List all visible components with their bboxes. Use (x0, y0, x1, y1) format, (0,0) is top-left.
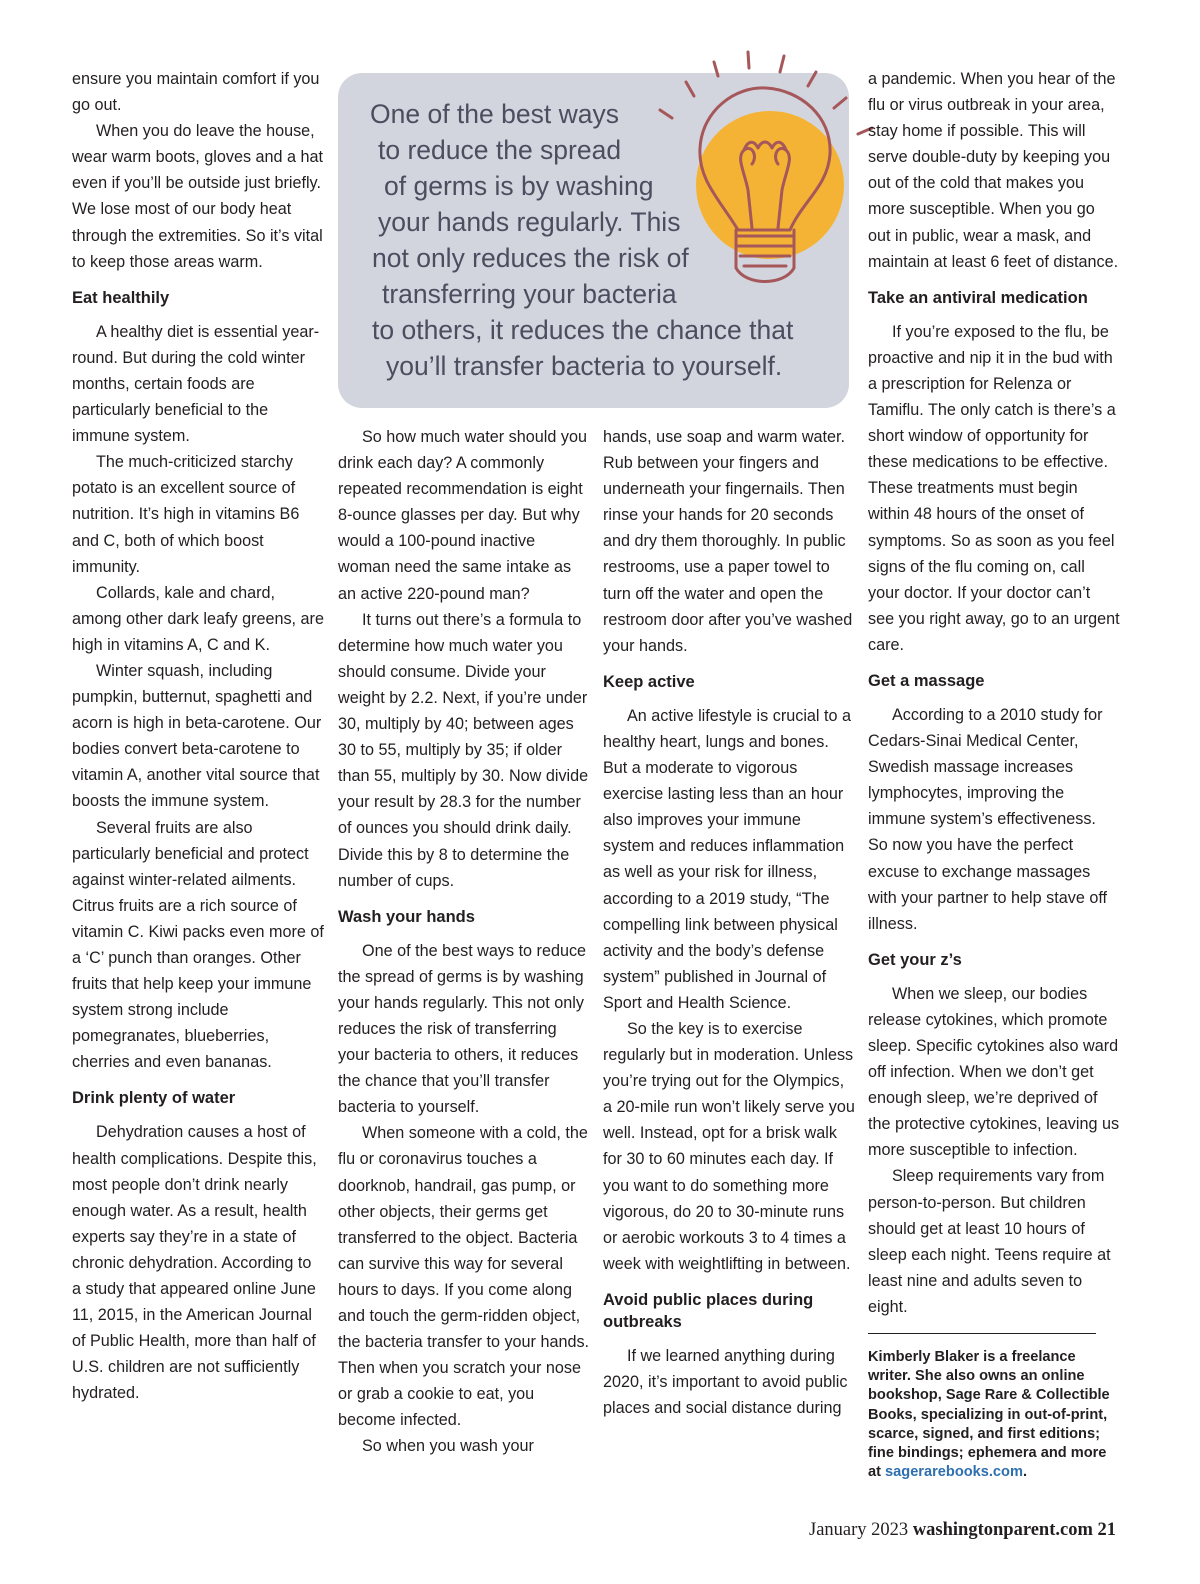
paragraph: The much-criticized starchy potato is an excellent source of nutrition. It’s high in vitamins B6 and C, both of which boost immunity. (72, 453, 300, 576)
paragraph: Collards, kale and chard, among other dark leafy greens, are high in vitamins A, C and K. (72, 583, 324, 654)
paragraph: Several fruits are also particularly beneficial and protect against winter-related ailments. Citrus fruits are a rich source of vitamin C. Kiwi packs even more of a ‘C’ punch than oranges. Other fruits that help keep your immune system strong include pomegranates, blueberries, cherries and even bananas. (72, 818, 324, 1072)
pull-quote-line: transferring your bacteria (382, 279, 677, 309)
pull-quote-line: to others, it reduces the chance that (372, 315, 794, 345)
pull-quote-text (340, 96, 845, 384)
paragraph: If we learned anything during 2020, it’s important to avoid public places and social distance during (603, 1346, 848, 1418)
pull-quote-line: not only reduces the risk of (372, 243, 689, 273)
paragraph: One of the best ways to reduce the spread of germs is by washing your hands regularly. This not only reduces the risk of transferring your bacteria to others, it reduces the chance that you’ll transfer bacteria to yourself. (338, 941, 587, 1117)
pull-quote-line: of germs is by washing (384, 171, 654, 201)
bookshop-link[interactable]: sagerarebooks.com (885, 1464, 1023, 1481)
paragraph: It turns out there’s a formula to determine how much water you should consume. Divide your weight by 2.2. Next, if you’re under 30, multiply by 40; between ages 30 to 55, multiply by 35; if older than 55, multiply by 30. Now divide your result by 28.3 for the number of ounces you should drink daily. Divide this by 8 to determine the number of cups. (338, 610, 589, 890)
author-bio-text: Kimberly Blaker is a freelance writer. She also owns an online bookshop, Sage Rare & Collectible Books, specializing in out-of-print, scarce, signed, and first editions; fine bindings; ephemera and more at (868, 1349, 1110, 1481)
pull-quote-line: to reduce the spread (378, 135, 622, 165)
paragraph: So how much water should you drink each day? A commonly repeated recommendation is eight 8-ounce glasses per day. But why would a 100-pound inactive woman need the same intake as an active 220-pound man? (338, 428, 587, 603)
paragraph: When someone with a cold, the flu or coronavirus touches a doorknob, handrail, gas pump, or other objects, their germs get transferred to the object. Bacteria can survive this way for several hours to days. If you come along and touch the germ-ridden object, the bacteria transfer to your hands. Then when you scratch your nose or grab a cookie to eat, you become infected. (338, 1124, 590, 1430)
pull-quote-line: you’ll transfer bacteria to yourself. (386, 351, 783, 381)
section-heading: Avoid public places during outbreaks (603, 1290, 814, 1331)
paragraph: An active lifestyle is crucial to a healthy heart, lungs and bones. But a moderate to vigorous exercise lasting less than an hour also improves your immune system and reduces inflammation as well as your risk for illness, according to a 2019 study, “The compelling link between physical activity and the body’s defense system” published in Journal of Sport and Health Science. (603, 706, 852, 1012)
page-footer (809, 1520, 1116, 1541)
pull-quote-line: One of the best ways (370, 99, 619, 129)
paragraph: If you’re exposed to the flu, be proactive and nip it in the bud with a prescription for Relenza or Tamiflu. The only catch is there’s a short window of opportunity for these medications to be effective. These treatments must begin within 48 hours of the onset of symptoms. So as soon as you feel signs of the flu coming on, call your doctor. If your doctor can’t see you right away, go to an urgent care. (868, 322, 1120, 654)
section-heading: Drink plenty of water (72, 1089, 236, 1108)
site-name: washingtonparent.com (912, 1520, 1093, 1540)
issue-date: January 2023 (809, 1520, 909, 1540)
divider (868, 1333, 1096, 1334)
paragraph: When you do leave the house, wear warm boots, gloves and a hat even if you’ll be outside just briefly. We lose most of our body heat through the extremities. So it’s vital to keep those areas warm. (72, 122, 324, 271)
pull-quote-line: your hands regularly. This (378, 207, 681, 237)
paragraph: So the key is to exercise regularly but in moderation. Unless you’re trying out for the Olympics, a 20-mile run won’t likely serve you well. Instead, opt for a brisk walk for 30 to 60 minutes each day. If you want to do something more vigorous, do 20 to 30-minute runs or aerobic workouts 3 to 4 times a week with weightlifting in between. (603, 1019, 855, 1273)
paragraph: A healthy diet is essential year-round. But during the cold winter months, certain foods are particularly beneficial to the immune system. (72, 322, 320, 446)
column-2 (338, 424, 590, 1460)
paragraph: hands, use soap and warm water. Rub between your fingers and underneath your fingernails. Then rinse your hands for 20 seconds and dry them thoroughly. In public restrooms, use a paper towel to turn off the water and open the restroom door after you’ve washed your hands. (603, 428, 853, 655)
column-4 (868, 66, 1120, 1482)
author-bio (868, 1348, 1120, 1482)
bio-period: . (1022, 1464, 1028, 1481)
column-3 (603, 424, 855, 1421)
section-heading: Keep active (603, 672, 695, 691)
section-heading: Eat healthily (72, 288, 170, 307)
section-heading: Get your z’s (868, 950, 962, 969)
paragraph: According to a 2010 study for Cedars-Sinai Medical Center, Swedish massage increases lymphocytes, improving the immune system’s effectiveness. So now you have the perfect excuse to exchange massages with your partner to help stave off illness. (868, 705, 1108, 933)
paragraph: Winter squash, including pumpkin, butternut, spaghetti and acorn is high in beta-carotene. Our bodies convert beta-carotene to vitamin A, another vital source that boosts the immune system. (72, 661, 322, 811)
section-heading: Get a massage (868, 671, 985, 690)
paragraph: When we sleep, our bodies release cytokines, which promote sleep. Specific cytokines also ward off infection. When we don’t get enough sleep, we’re deprived of the protective cytokines, leaving us more susceptible to infection. (868, 984, 1120, 1160)
paragraph: Sleep requirements vary from person-to-person. But children should get at least 10 hours of sleep each night. Teens require at least nine and adults seven to eight. (868, 1167, 1111, 1316)
paragraph: So when you wash your (362, 1437, 534, 1456)
column-1 (72, 66, 324, 1407)
paragraph: ensure you maintain comfort if you go out. (72, 70, 320, 115)
paragraph: a pandemic. When you hear of the flu or virus outbreak in your area, stay home if possible. This will serve double-duty by keeping you out of the cold that makes you more susceptible. When you go out in public, wear a mask, and maintain at least 6 feet of distance. (868, 70, 1119, 271)
section-heading: Take an antiviral medication (868, 288, 1088, 307)
section-heading: Wash your hands (338, 907, 475, 926)
page-number: 21 (1097, 1520, 1116, 1540)
paragraph: Dehydration causes a host of health complications. Despite this, most people don’t drink nearly enough water. As a result, health experts say they’re in a state of chronic dehydration. According to a study that appeared online June 11, 2015, in the American Journal of Public Health, more than half of U.S. children are not sufficiently hydrated. (72, 1123, 317, 1403)
